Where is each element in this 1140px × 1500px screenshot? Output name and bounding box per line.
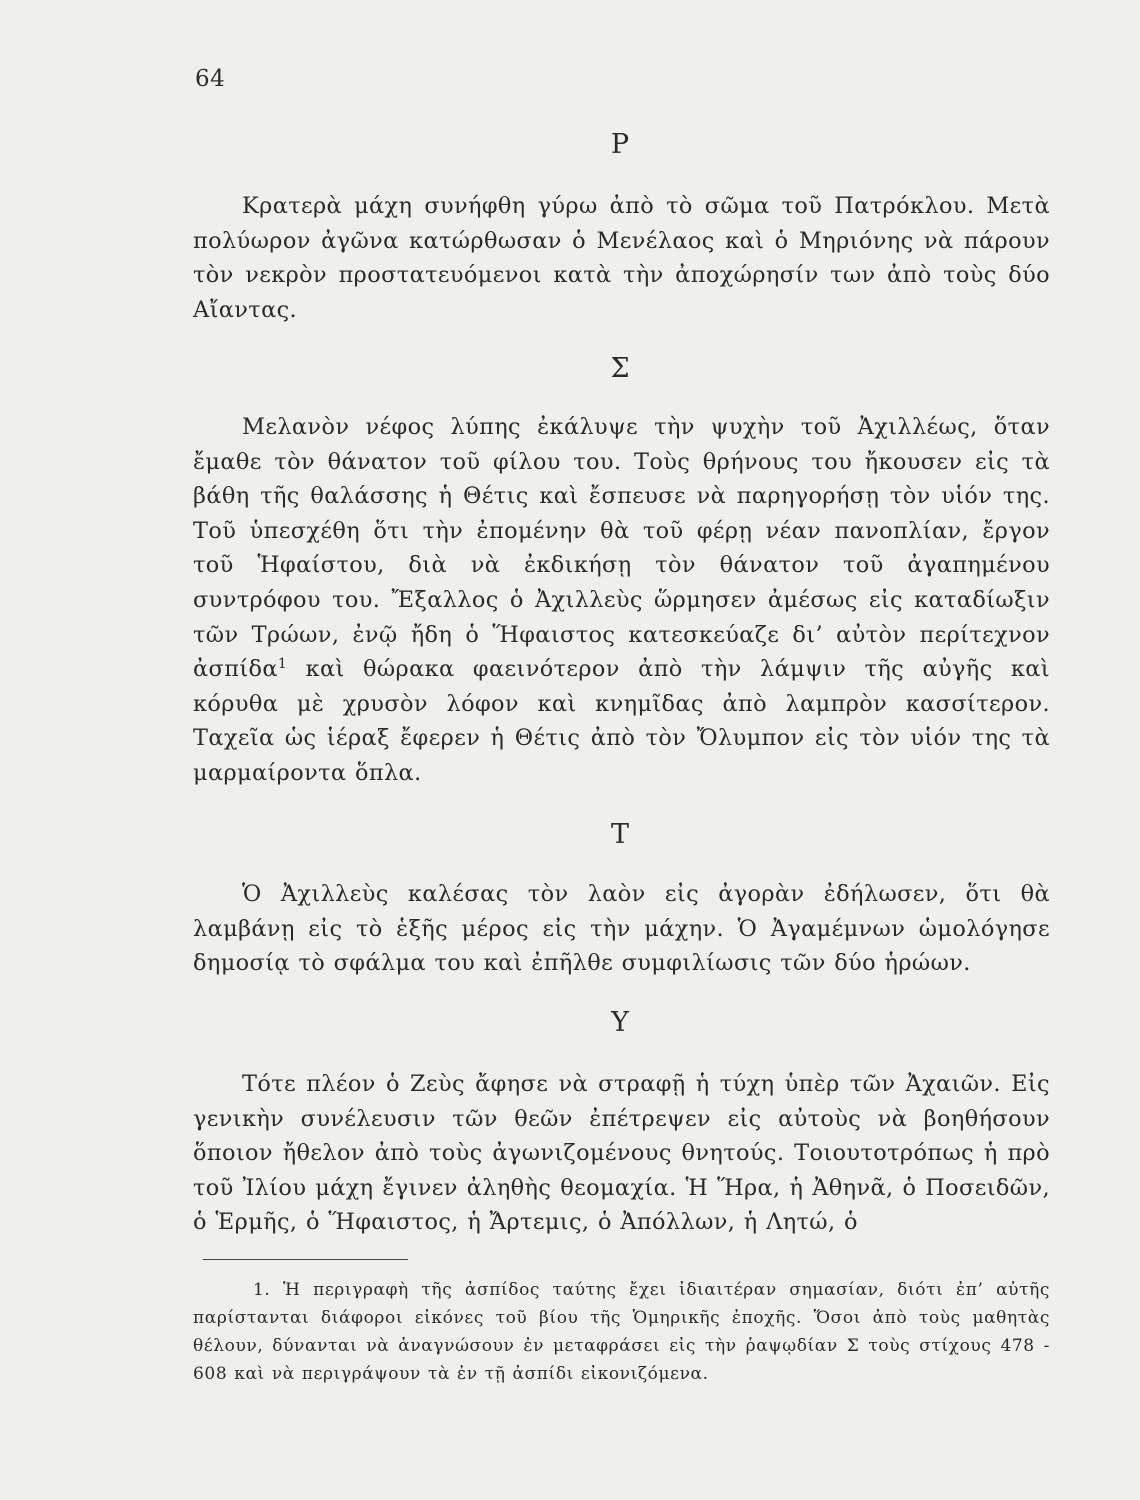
paragraph-sigma-text-a: Μελανὸν νέφος λύπης ἐκάλυψε τὴν ψυχὴν τοῦ Ἀχιλλέως, ὅταν ἔμαθε τὸν θάνατον τοῦ φίλου του. Τοὺς θρήνους του ἤκουσεν εἰς τὰ βάθη τῆς θαλάσσης ἡ Θέτις καὶ ἔσπευσε νὰ παρηγορήσῃ τὸν υἱόν της. Τοῦ ὑπεσχέθη ὅτι τὴν ἐπομένην θὰ τοῦ φέρῃ νέαν πανοπλίαν, ἔργον τοῦ Ἡφαίστου, διὰ νὰ ἐκδικήσῃ τὸν θάνατον τοῦ ἀγαπημένου συντρόφου του. Ἔξαλλος ὁ Ἀχιλλεὺς ὥρμησεν ἀμέσως εἰς καταδίωξιν τῶν Τρώων, ἐνῷ ἤδη ὁ Ἥφαιστος κατεσκεύαζε δι’ αὐτὸν περίτεχνον (193, 414, 1050, 648)
section-heading-upsilon: Υ (611, 1007, 629, 1038)
paragraph-sigma (193, 410, 1050, 791)
section-heading-sigma: Σ (610, 353, 630, 384)
paragraph-tau: Ὁ Ἀχιλλεὺς καλέσας τὸν λαὸν εἰς ἀγορὰν ἐδήλωσεν, ὅτι θὰ λαμβάνῃ εἰς τὸ ἑξῆς μέρος εἰς τὴν μάχην. Ὁ Ἀγαμέμνων ὡμολόγησε δημοσίᾳ τὸ σφάλμα του καὶ ἐπῆλθε συμφιλίωσις τῶν δύο ἡρώων. (193, 881, 1050, 977)
footnote-reference-word: ἀσπίδα (193, 656, 278, 683)
paragraph-rho: Κρατερὰ μάχη συνήφθη γύρω ἀπὸ τὸ σῶμα τοῦ Πατρόκλου. Μετὰ πολύωρον ἀγῶνα κατώρθωσαν ὁ Μενέλαος καὶ ὁ Μηριόνης νὰ πάρουν τὸν νεκρὸν προστατευόμενοι κατὰ τὴν ἀποχώρησίν των ἀπὸ τοὺς δύο Αἴαντας. (193, 193, 1050, 323)
paragraph-upsilon: Τότε πλέον ὁ Ζεὺς ἄφησε νὰ στραφῇ ἡ τύχη ὑπὲρ τῶν Ἀχαιῶν. Εἰς γενικὴν συνέλευσιν τῶν θεῶν ἐπέτρεψεν εἰς αὐτοὺς νὰ βοηθήσουν ὅποιον ἤθελον ἀπὸ τοὺς ἀγωνιζομένους θνητούς. Τοιουτοτρόπως ἡ πρὸ τοῦ Ἰλίου μάχη ἔγινεν ἀληθὴς θεομαχία. Ἡ Ἥρα, ἡ Ἀθηνᾶ, ὁ Ποσειδῶν, ὁ Ἑρμῆς, ὁ Ἥφαιστος, ἡ Ἄρτεμις, ὁ Ἀπόλλων, ἡ Λητώ, ὁ (193, 1071, 1050, 1236)
section-heading-tau: Τ (610, 819, 629, 850)
page-number: 64 (195, 66, 226, 92)
section-heading-rho: Ρ (610, 129, 630, 160)
footnote-marker: 1 (277, 656, 288, 673)
footnote-separator (203, 1259, 408, 1260)
paragraph-sigma-text-b: καὶ θώρακα φαεινότερον ἀπὸ τὴν λάμψιν τῆς αὐγῆς καὶ κόρυθα μὲ χρυσὸν λόφον καὶ κνημῖδας ἀπὸ λαμπρὸν κασσίτερον. Ταχεῖα ὡς ἱέραξ ἔφερεν ἡ Θέτις ἀπὸ τὸν Ὄλυμπον εἰς τὸν υἱόν της τὰ μαρμαίροντα ὅπλα. (193, 656, 1050, 786)
footnote-reference (193, 656, 287, 682)
footnote: 1. Ἡ περιγραφὴ τῆς ἀσπίδος ταύτης ἔχει ἰδιαιτέραν σημασίαν, διότι ἐπ’ αὐτῆς παρίστανται διάφοροι εἰκόνες τοῦ βίου τῆς Ὁμηρικῆς ἐποχῆς. Ὅσοι ἀπὸ τοὺς μαθητὰς θέλουν, δύνανται νὰ ἀναγνώσουν ἐν μεταφράσει εἰς τὴν ῥαψῳδίαν Σ τοὺς στίχους 478 - 608 καὶ νὰ περιγράψουν τὰ ἐν τῇ ἀσπίδι εἰκονιζόμενα. (193, 1280, 1050, 1384)
